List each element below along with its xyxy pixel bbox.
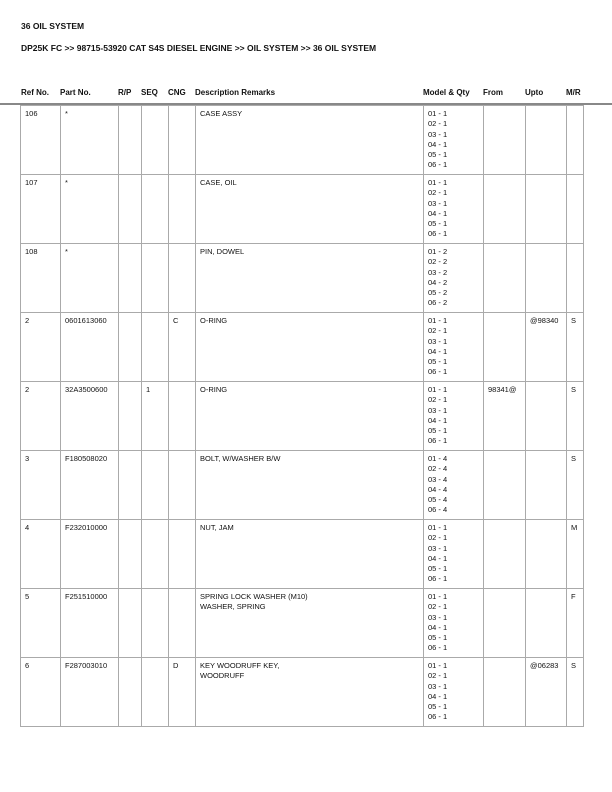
from [484, 658, 526, 727]
model-qty-line: 04 - 1 [428, 553, 448, 563]
part-no: 0601613060 [61, 313, 119, 382]
description [196, 589, 424, 658]
mr: M [567, 520, 584, 589]
model-qty-line: 01 - 4 [428, 454, 448, 463]
description [196, 658, 424, 727]
model-qty-line: 03 - 1 [428, 405, 448, 415]
table-row [21, 658, 584, 727]
rp [119, 589, 142, 658]
model-qty-line: 04 - 1 [428, 208, 448, 218]
seq [142, 451, 169, 520]
model-qty-line: 04 - 1 [428, 622, 448, 632]
model-qty-line: 05 - 1 [428, 219, 448, 229]
model-qty-line: 04 - 1 [428, 415, 448, 425]
model-qty-line: 04 - 2 [428, 277, 448, 287]
description-line: KEY WOODRUFF KEY, [200, 661, 280, 670]
description [196, 313, 424, 382]
from [484, 589, 526, 658]
description-line: O-RING [200, 316, 228, 325]
model-qty-line: 01 - 1 [428, 523, 448, 532]
seq [142, 175, 169, 244]
part-no: F251510000 [61, 589, 119, 658]
rp [119, 175, 142, 244]
seq [142, 244, 169, 313]
cng [169, 106, 196, 175]
mr: S [567, 382, 584, 451]
model-qty-line: 06 - 1 [428, 160, 448, 170]
model-qty [424, 175, 484, 244]
model-qty-line: 02 - 1 [428, 326, 448, 336]
part-no: F287003010 [61, 658, 119, 727]
model-qty-line: 03 - 1 [428, 681, 448, 691]
seq [142, 106, 169, 175]
table-row [21, 589, 584, 658]
model-qty-line: 06 - 4 [428, 505, 448, 515]
rp [119, 313, 142, 382]
model-qty-line: 05 - 1 [428, 357, 448, 367]
seq [142, 520, 169, 589]
cng: C [169, 313, 196, 382]
breadcrumb: DP25K FC >> 98715-53920 CAT S4S DIESEL ENGINE >> OIL SYSTEM >> 36 OIL SYSTEM [21, 43, 377, 53]
model-qty-line: 02 - 1 [428, 533, 448, 543]
model-qty-line: 02 - 1 [428, 602, 448, 612]
model-qty [424, 589, 484, 658]
from [484, 451, 526, 520]
description [196, 451, 424, 520]
model-qty [424, 658, 484, 727]
model-qty-line: 03 - 1 [428, 612, 448, 622]
mr [567, 175, 584, 244]
model-qty-line: 02 - 1 [428, 188, 448, 198]
model-qty [424, 313, 484, 382]
column-header: CNG [168, 88, 186, 97]
ref-no: 107 [21, 175, 61, 244]
upto: @98340 [526, 313, 567, 382]
cng [169, 175, 196, 244]
model-qty-line: 06 - 1 [428, 643, 448, 653]
description-line: CASE ASSY [200, 109, 243, 118]
part-no: 32A3500600 [61, 382, 119, 451]
from [484, 244, 526, 313]
from [484, 106, 526, 175]
model-qty-line: 05 - 2 [428, 288, 448, 298]
ref-no: 106 [21, 106, 61, 175]
upto [526, 520, 567, 589]
model-qty-line: 03 - 1 [428, 336, 448, 346]
column-header: SEQ [141, 88, 158, 97]
ref-no: 108 [21, 244, 61, 313]
model-qty-line: 01 - 1 [428, 661, 448, 670]
model-qty-line: 01 - 1 [428, 109, 448, 118]
mr: S [567, 658, 584, 727]
upto [526, 175, 567, 244]
part-no: F232010000 [61, 520, 119, 589]
mr: S [567, 313, 584, 382]
model-qty-line: 03 - 1 [428, 198, 448, 208]
seq [142, 589, 169, 658]
from [484, 175, 526, 244]
ref-no: 2 [21, 382, 61, 451]
page-title: 36 OIL SYSTEM [21, 21, 85, 31]
part-no: * [61, 244, 119, 313]
table-row [21, 313, 584, 382]
description-line: WASHER, SPRING [200, 602, 266, 611]
mr [567, 244, 584, 313]
from [484, 520, 526, 589]
upto [526, 451, 567, 520]
table-row [21, 451, 584, 520]
description [196, 175, 424, 244]
part-no: F180508020 [61, 451, 119, 520]
cng [169, 589, 196, 658]
model-qty-line: 06 - 1 [428, 367, 448, 377]
description-line: BOLT, W/WASHER B/W [200, 454, 281, 463]
table-row [21, 520, 584, 589]
model-qty-line: 05 - 1 [428, 564, 448, 574]
model-qty [424, 244, 484, 313]
upto [526, 244, 567, 313]
model-qty-line: 05 - 1 [428, 702, 448, 712]
from: 98341@ [484, 382, 526, 451]
model-qty-line: 01 - 1 [428, 592, 448, 601]
cng: D [169, 658, 196, 727]
column-header: Model & Qty [423, 88, 470, 97]
rp [119, 658, 142, 727]
model-qty-line: 02 - 1 [428, 671, 448, 681]
description [196, 244, 424, 313]
cng [169, 382, 196, 451]
seq [142, 658, 169, 727]
model-qty-line: 03 - 4 [428, 474, 448, 484]
rp [119, 451, 142, 520]
model-qty-line: 01 - 2 [428, 247, 448, 256]
model-qty-line: 06 - 2 [428, 298, 448, 308]
model-qty-line: 03 - 1 [428, 129, 448, 139]
from [484, 313, 526, 382]
model-qty-line: 05 - 1 [428, 150, 448, 160]
upto [526, 589, 567, 658]
model-qty [424, 382, 484, 451]
model-qty-line: 03 - 1 [428, 543, 448, 553]
column-header: Ref No. [21, 88, 49, 97]
cng [169, 451, 196, 520]
mr: S [567, 451, 584, 520]
ref-no: 2 [21, 313, 61, 382]
rp [119, 520, 142, 589]
model-qty-line: 06 - 1 [428, 574, 448, 584]
description-line: WOODRUFF [200, 671, 245, 680]
part-no: * [61, 175, 119, 244]
rp [119, 382, 142, 451]
table-row [21, 106, 584, 175]
cng [169, 244, 196, 313]
model-qty-line: 03 - 2 [428, 267, 448, 277]
part-no: * [61, 106, 119, 175]
description-line: NUT, JAM [200, 523, 234, 532]
model-qty-line: 02 - 4 [428, 464, 448, 474]
ref-no: 3 [21, 451, 61, 520]
rp [119, 106, 142, 175]
model-qty-line: 04 - 4 [428, 484, 448, 494]
description-line: SPRING LOCK WASHER (M10) [200, 592, 308, 601]
upto [526, 382, 567, 451]
table-row [21, 244, 584, 313]
model-qty-line: 02 - 2 [428, 257, 448, 267]
model-qty-line: 06 - 1 [428, 229, 448, 239]
description [196, 520, 424, 589]
table-row [21, 175, 584, 244]
description-line: PIN, DOWEL [200, 247, 245, 256]
column-header: Upto [525, 88, 544, 97]
model-qty-line: 02 - 1 [428, 119, 448, 129]
parts-table [20, 105, 584, 727]
seq: 1 [142, 382, 169, 451]
model-qty-line: 06 - 1 [428, 712, 448, 722]
model-qty-line: 04 - 1 [428, 691, 448, 701]
model-qty-line: 05 - 1 [428, 426, 448, 436]
rp [119, 244, 142, 313]
description-line: CASE, OIL [200, 178, 237, 187]
column-header: Part No. [60, 88, 91, 97]
model-qty [424, 451, 484, 520]
ref-no: 5 [21, 589, 61, 658]
model-qty-line: 01 - 1 [428, 316, 448, 325]
description [196, 106, 424, 175]
seq [142, 313, 169, 382]
upto: @06283 [526, 658, 567, 727]
model-qty-line: 01 - 1 [428, 178, 448, 187]
model-qty [424, 106, 484, 175]
mr [567, 106, 584, 175]
ref-no: 4 [21, 520, 61, 589]
cng [169, 520, 196, 589]
model-qty [424, 520, 484, 589]
column-header: M/R [566, 88, 581, 97]
model-qty-line: 01 - 1 [428, 385, 448, 394]
model-qty-line: 05 - 1 [428, 633, 448, 643]
model-qty-line: 04 - 1 [428, 346, 448, 356]
column-header: From [483, 88, 503, 97]
table-row [21, 382, 584, 451]
mr: F [567, 589, 584, 658]
model-qty-line: 02 - 1 [428, 395, 448, 405]
description-line: O-RING [200, 385, 228, 394]
upto [526, 106, 567, 175]
model-qty-line: 04 - 1 [428, 139, 448, 149]
model-qty-line: 06 - 1 [428, 436, 448, 446]
ref-no: 6 [21, 658, 61, 727]
column-header: R/P [118, 88, 132, 97]
description [196, 382, 424, 451]
column-header: Description Remarks [195, 88, 276, 97]
model-qty-line: 05 - 4 [428, 495, 448, 505]
